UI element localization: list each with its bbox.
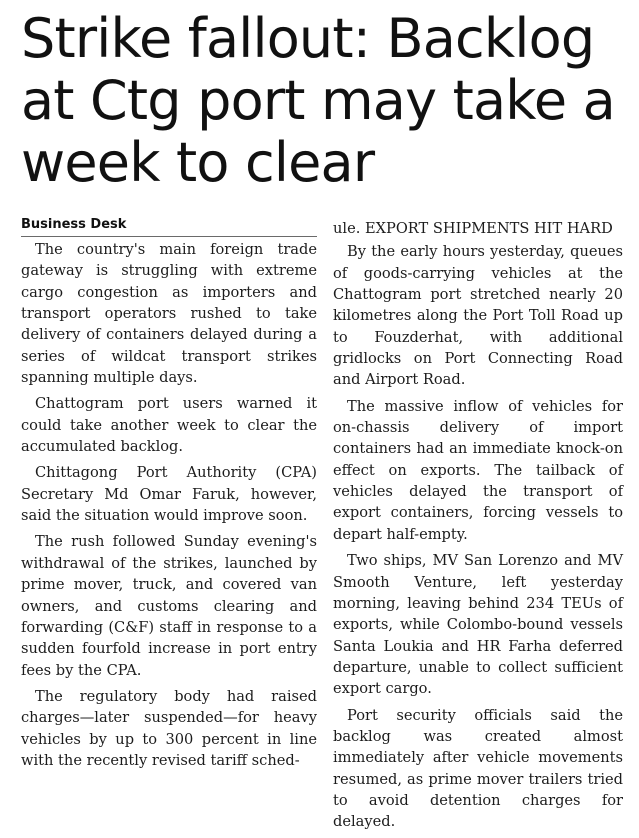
paragraph: Port security officials said the backlog was created almost immediately after vehicle movements resumed, as prime mover trailers tried to avoid detention charges for delayed. — [333, 706, 623, 831]
paragraph: The rush followed Sunday evening's withdrawal of the strikes, launched by prime mover, truck, and covered van owners, and customs clearing and forwarding (C&F) staff in response to a sudden fourfold increase in port entry fees by the CPA. — [21, 533, 317, 679]
right-column — [333, 218, 623, 838]
paragraph: Two ships, MV San Lorenzo and MV Smooth Venture, left yesterday morning, leaving behind 234 TEUs of exports, while Colombo-bound vessels Santa Loukia and HR Farha deferred departure, unable to collect sufficient export cargo. — [333, 552, 623, 698]
headline: Strike fallout: Backlog at Ctg port may take a week to clear — [21, 7, 615, 194]
byline-rule — [21, 236, 317, 237]
paragraph: By the early hours yesterday, queues of goods-carrying vehicles at the Chattogram port stretched nearly 20 kilometres along the Port Toll Road up to Fouzderhat, with additional gridlocks on Port Connecting Road and Airport Road. — [333, 243, 623, 389]
paragraph: The regulatory body had raised charges—later suspended—for heavy vehicles by up to 300 percent in line with the recently revised tariff sched- — [21, 687, 317, 769]
paragraph: Chittagong Port Authority (CPA) Secretary Md Omar Faruk, however, said the situation would improve soon. — [21, 464, 317, 525]
byline: Business Desk — [21, 217, 127, 232]
continuation-text: ule. — [333, 220, 361, 237]
paragraph: Chattogram port users warned it could take another week to clear the accumulated backlog. — [21, 395, 317, 456]
paragraph: The massive inflow of vehicles for on-chassis delivery of import containers had an immediate knock-on effect on exports. The tailback of vehicles delayed the transport of export containers, forcing vessels to depart half-empty. — [333, 397, 623, 543]
paragraph: The country's main foreign trade gateway is struggling with extreme cargo congestion as importers and transport operators rushed to take delivery of containers delayed during a series of wildcat transport strikes spanning multiple days. — [21, 241, 317, 387]
continuation-line — [333, 218, 623, 239]
subhead: EXPORT SHIPMENTS HIT HARD — [364, 220, 613, 237]
left-column — [21, 216, 317, 776]
